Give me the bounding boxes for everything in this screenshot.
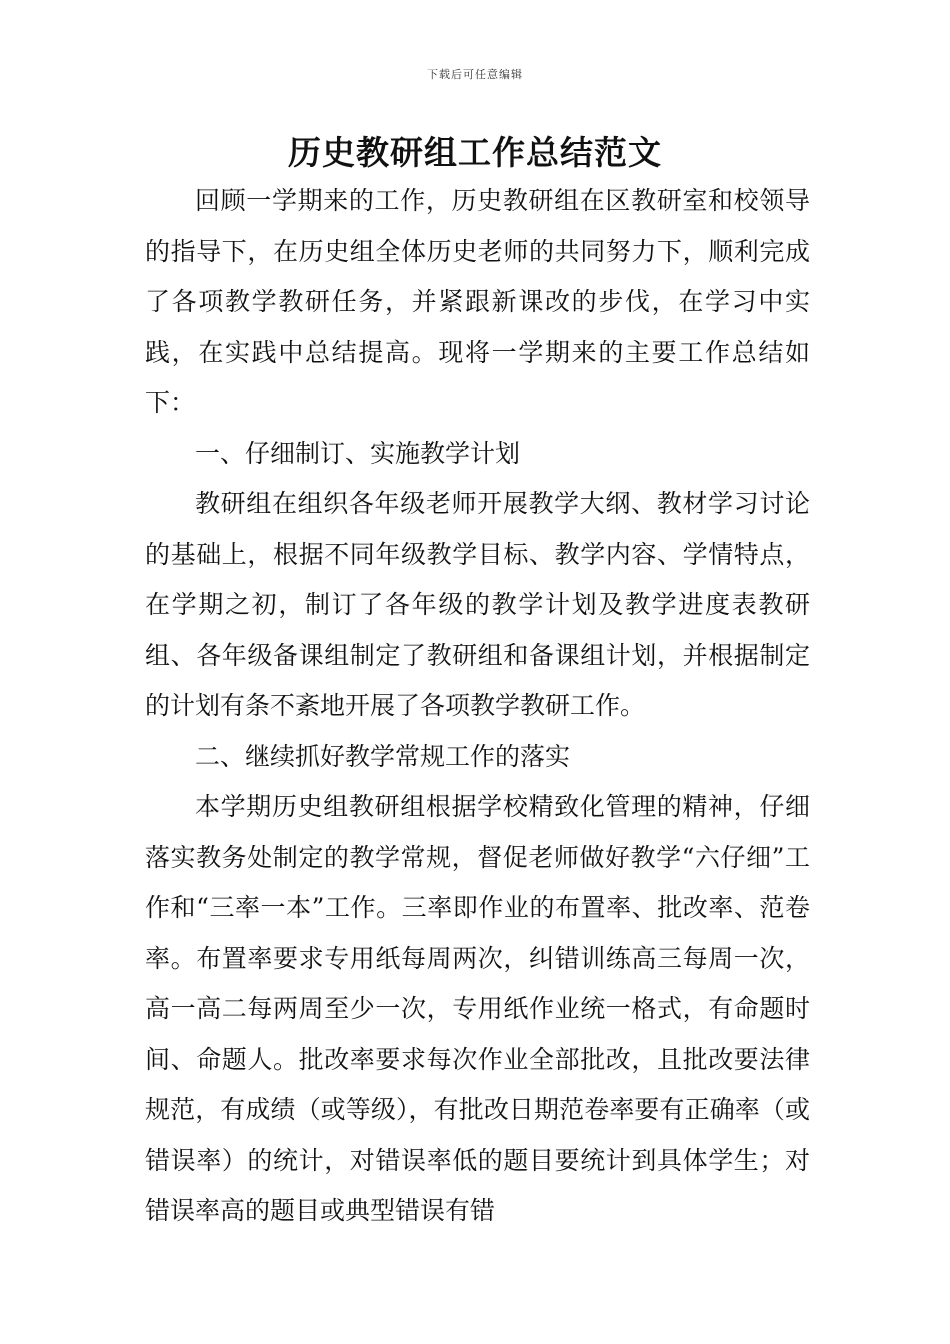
document-body <box>145 176 810 1237</box>
section-heading-2: 二、继续抓好教学常规工作的落实 <box>195 741 571 771</box>
header-note: 下载后可任意编辑 <box>427 68 523 81</box>
paragraph-section-2: 本学期历史组教研组根据学校精致化管理的精神，仔细落实教务处制定的教学常规，督促老师做好教学“六仔细”工作和“三率一本”工作。三率即作业的布置率、批改率、范卷率。布置率要求专用纸每周两次，纠错训练高三每周一次，高一高二每两周至少一次，专用纸作业统一格式，有命题时间、命题人。批改率要求每次作业全部批改，且批改要法律规范，有成绩（或等级），有批改日期范卷率要有正确率（或错误率）的统计，对错误率低的题目要统计到具体学生；对错误率高的题目或典型错误有错 <box>145 792 810 1225</box>
paragraph-section-1: 教研组在组织各年级老师开展教学大纲、教材学习讨论的基础上，根据不同年级教学目标、教学内容、学情特点，在学期之初，制订了各年级的教学计划及教学进度表教研组、各年级备课组制定了教研组和备课组计划，并根据制定的计划有条不紊地开展了各项教学教研工作。 <box>145 489 810 720</box>
paragraph-intro: 回顾一学期来的工作，历史教研组在区教研室和校领导的指导下，在历史组全体历史老师的共同努力下，顺利完成了各项教学教研任务，并紧跟新课改的步伐，在学习中实践，在实践中总结提高。现将一学期来的主要工作总结如下： <box>145 186 810 417</box>
document-title: 历史教研组工作总结范文 <box>288 133 662 172</box>
section-heading-1: 一、仔细制订、实施教学计划 <box>195 438 521 468</box>
